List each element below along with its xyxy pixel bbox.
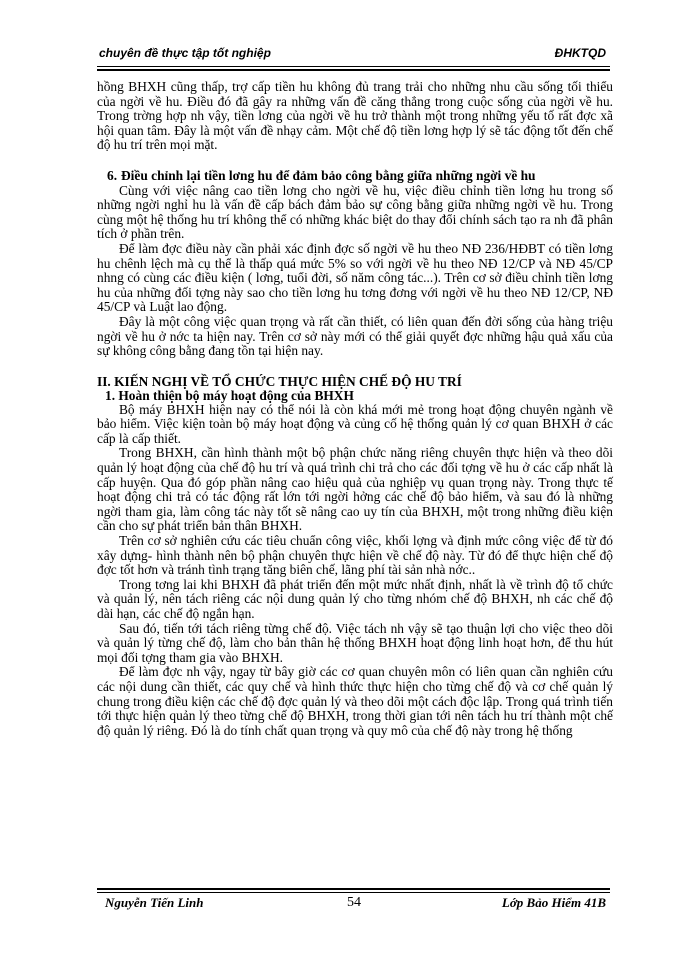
header-title: chuyên đề thực tập tốt nghiệp (99, 46, 271, 60)
section-heading-6 (97, 169, 613, 184)
page-number: 54 (347, 895, 361, 910)
section-heading-ii: II. KIẾN NGHỊ VỀ TỔ CHỨC THỰC HIỆN CHẾ ĐỘ HU TRÍ (97, 373, 462, 389)
body-paragraph: Bộ máy BHXH hiện nay có thể nói là còn khá mới mẻ trong hoạt động chuyên ngành về bảo hiểm. Việc kiện toàn bộ máy hoạt động và củng cố hệ thống quản lý cơ quan BHXH ở các cấp là cấp thiết. (97, 401, 613, 446)
footer-rule-thin (97, 892, 610, 893)
section-title: Điều chỉnh lại tiền lơng hu để đảm bảo công bằng giữa những ngời về hu (121, 167, 536, 183)
body-paragraph: Đây là một công việc quan trọng và rất cần thiết, có liên quan đến đời sống của hàng triệu ngời về hu ở nớc ta hiện nay. Trên cơ sở này mới có thể giải quyết đợc những hậu quả xấu của sự không công bằng đang tồn tại hiện nay. (97, 313, 613, 359)
page-footer (97, 895, 610, 915)
body-paragraph: Cùng với việc nâng cao tiền lơng cho ngời về hu, việc điều chỉnh tiền lơng hu trong số những ngời nghỉ hu là vấn đề cấp bách đảm bảo sự công bằng giữa những ngời về hu. Trong cùng một hệ thống hu trí không thể có những khác biệt do thay đổi chính sách tạo ra nh đã phân tích ở phần trên. (97, 182, 613, 242)
body-paragraph: Trong tơng lai khi BHXH đã phát triển đến một mức nhất định, nhất là về trình độ tổ chức và quản lý, nên tách riêng các nội dung quản lý cho từng nhóm chế độ BHXH, nh các chế độ dài hạn, các chế độ ngắn hạn. (97, 576, 613, 621)
header-rule-thin (97, 66, 610, 67)
body-paragraph: Trong BHXH, cần hình thành một bộ phận chức năng riêng chuyên thực hiện và theo dõi quản lý hoạt động của chế độ hu trí và quá trình chi trả cho các đối tợng về hu ở các cấp nhất là cấp huyện. Qua đó góp phần nâng cao hiệu quả của nghiệp vụ quan trọng này. Trong thực tế hoạt động chi trả có tác động rất lớn tới ngời hởng các chế độ bảo hiểm, và sau đó là những ngời tham gia, làm công tác này tốt sẽ nâng cao uy tín của BHXH, một trong những điều kiện cần cho sự phát triển bản thân BHXH. (97, 445, 613, 534)
footer-rule-thick (97, 888, 610, 890)
footer-class: Lớp Bảo Hiểm 41B (501, 895, 606, 910)
header-school: ĐHKTQD (554, 46, 606, 60)
body-paragraph: Để làm đợc điều này cần phải xác định đợc số ngời về hu theo NĐ 236/HĐBT có tiền lơng hu chênh lệch mà cụ thể là thấp quá mức 5% so với ngời về hu theo NĐ 12/CP và NĐ 45/CP nhng có cùng các điều kiện ( lơng, tuổi đời, số năm công tác...). Trên cơ sở điều chỉnh tiền lơng hu của những đối tợng này sao cho tiền lơng hu tơng đơng với ngời về hu theo NĐ 12/CP, NĐ 45/CP và Luật lao động. (97, 240, 613, 315)
page-body (97, 80, 613, 738)
subsection-heading: 1. Hoàn thiện bộ máy hoạt động của BHXH (105, 387, 354, 403)
body-paragraph: Sau đó, tiến tới tách riêng từng chế độ. Việc tách nh vậy sẽ tạo thuận lợi cho việc theo dõi và quản lý từng chế độ, làm cho bản thân hệ thống BHXH hoạt động linh hoạt hơn, để thu hút mọi đối tợng tham gia vào BHXH. (97, 620, 613, 665)
footer-author: Nguyễn Tiến Linh (105, 895, 204, 910)
body-paragraph: Để làm đợc nh vậy, ngay từ bây giờ các cơ quan chuyên môn có liên quan cần nghiên cứu các nội dung cần thiết, các quy chế và hình thức thực hiện cho từng chế độ và cơ chế quản lý chung trong điều kiện các chế độ đợc quản lý và theo dõi một cách độc lập. Trong quá trình tiến tới thực hiện quản lý theo từng chế độ BHXH, trong thời gian tới nên tách hu trí thành một chế độ quản lý riêng. Đó là do tính chất quan trọng và quy mô của chế độ này trong hệ thống (97, 664, 613, 738)
header-rule-thick (97, 69, 610, 71)
body-paragraph: hồng BHXH cũng thấp, trợ cấp tiền hu không đủ trang trải cho những nhu cầu sống tối thiểu của ngời về hu. Điều đó đã gây ra những vấn đề căng thẳng trong cuộc sống của ngời về hu. Trong trờng hợp nh vậy, tiền lơng của ngời về hu trở thành một trong những yếu tố rất đợc xã hội quan tâm. Đây là một vấn đề nhạy cảm. Một chế độ tiền lơng hợp lý sẽ tác động tốt đến chế độ hu trí trên mọi mặt. (97, 79, 613, 153)
section-number: 6. (107, 167, 118, 183)
page-header (97, 46, 610, 66)
body-paragraph: Trên cơ sở nghiên cứu các tiêu chuẩn công việc, khối lợng và định mức công việc để từ đó xây dựng- hình thành nên bộ phận chuyên thực hiện về chế độ này. Từ đó để thực hiện chế độ đợc tốt hơn và tránh tình trạng tăng biên chế, lãng phí tài sản nhà nớc.. (97, 533, 613, 578)
